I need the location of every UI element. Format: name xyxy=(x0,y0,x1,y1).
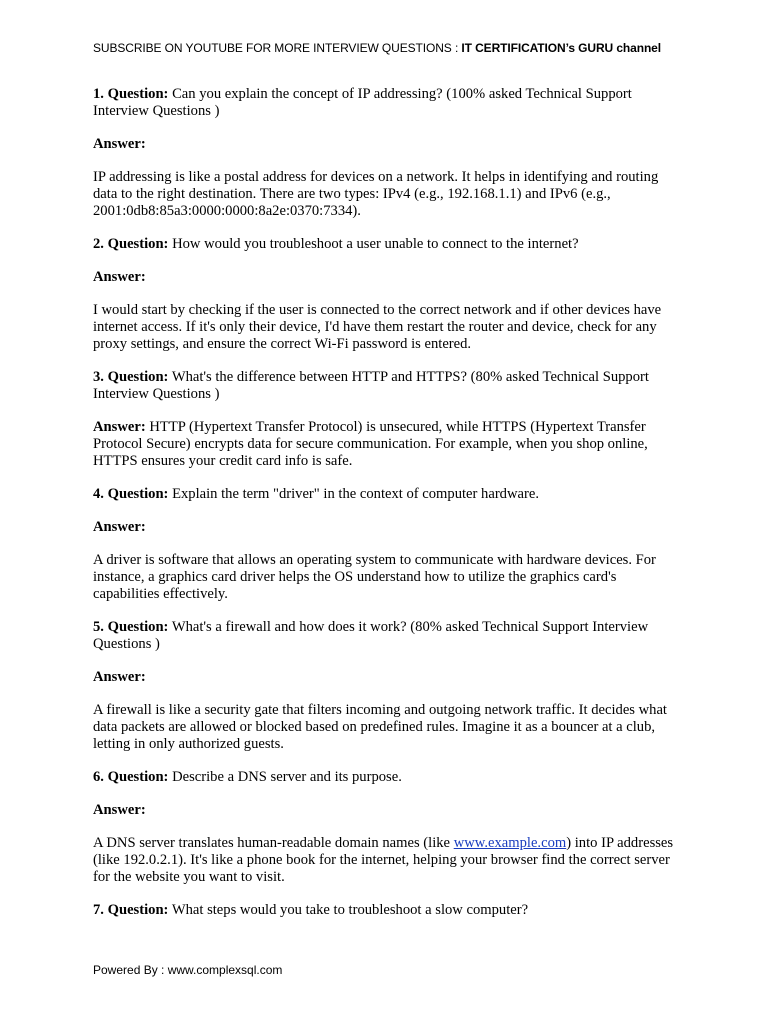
question-label: Question: xyxy=(107,619,169,635)
question-number: 1. xyxy=(93,86,104,102)
answer-6-heading xyxy=(93,802,683,819)
question-6 xyxy=(93,769,683,786)
page-footer: Powered By : www.complexsql.com xyxy=(93,963,283,977)
question-number: 6. xyxy=(93,769,104,785)
question-label: Question: xyxy=(107,86,169,102)
answer-2-heading xyxy=(93,269,683,286)
question-text: Describe a DNS server and its purpose. xyxy=(172,769,402,785)
question-number: 3. xyxy=(93,369,104,385)
answer-text-after-link: ) into IP addresses (like 192.0.2.1). It's like a phone book for the internet, helping your browser find the correct server for the website you want to visit. xyxy=(93,835,674,885)
question-number: 4. xyxy=(93,486,104,502)
question-3 xyxy=(93,369,683,403)
answer-label: Answer: xyxy=(93,669,146,685)
question-label: Question: xyxy=(107,902,169,918)
answer-label: Answer: xyxy=(93,269,146,285)
answer-text: HTTP (Hypertext Transfer Protocol) is unsecured, while HTTPS (Hypertext Transfer Protocol Secure) encrypts data for secure communication. For example, when you shop online, HTTPS ensures your credit card info is safe. xyxy=(93,419,648,469)
answer-5-text: A firewall is like a security gate that filters incoming and outgoing network traffic. It decides what data packets are allowed or blocked based on predefined rules. Imagine it as a bouncer at a club, letting in only authorized guests. xyxy=(93,702,667,752)
qa-content xyxy=(93,86,683,935)
answer-2-text: I would start by checking if the user is connected to the correct network and if other devices have internet access. If it's only their device, I'd have them restart the router and device, check for any proxy settings, and ensure the correct Wi-Fi password is entered. xyxy=(93,302,662,352)
answer-label: Answer: xyxy=(93,136,146,152)
answer-6-text xyxy=(93,835,683,886)
answer-label: Answer: xyxy=(93,519,146,535)
header-channel-name: IT CERTIFICATION’s GURU channel xyxy=(461,41,661,55)
example-domain-link[interactable]: www.example.com xyxy=(453,835,567,851)
question-text: What steps would you take to troubleshoot a slow computer? xyxy=(171,902,529,918)
question-number: 5. xyxy=(93,619,104,635)
question-5 xyxy=(93,619,683,653)
answer-label: Answer: xyxy=(93,419,146,435)
question-text: What's a firewall and how does it work? (80% asked Technical Support Interview Questions ) xyxy=(93,619,649,652)
question-4 xyxy=(93,486,683,503)
question-label: Question: xyxy=(107,769,169,785)
answer-4-heading xyxy=(93,519,683,536)
question-2 xyxy=(93,236,683,253)
question-text: Can you explain the concept of IP addressing? (100% asked Technical Support Interview Questions ) xyxy=(93,86,632,119)
answer-3 xyxy=(93,419,683,470)
page-header xyxy=(93,41,733,55)
question-text: What's the difference between HTTP and HTTPS? (80% asked Technical Support Interview Questions ) xyxy=(93,369,649,402)
question-1 xyxy=(93,86,683,120)
answer-1-heading xyxy=(93,136,683,153)
answer-text-before-link: A DNS server translates human-readable domain names (like xyxy=(93,835,454,851)
question-label: Question: xyxy=(107,486,169,502)
answer-5-heading xyxy=(93,669,683,686)
question-label: Question: xyxy=(107,236,169,252)
answer-1-text: IP addressing is like a postal address for devices on a network. It helps in identifying and routing data to the right destination. There are two types: IPv4 (e.g., 192.168.1.1) and IPv6 (e.g., 2001:0db8:85a3:0000:0000:8a2e:0370:7334). xyxy=(93,169,659,219)
question-label: Question: xyxy=(107,369,169,385)
header-subscribe-text: SUBSCRIBE ON YOUTUBE FOR MORE INTERVIEW QUESTIONS : xyxy=(93,41,462,55)
question-text: How would you troubleshoot a user unable to connect to the internet? xyxy=(172,236,579,252)
question-number: 2. xyxy=(93,236,104,252)
question-number: 7. xyxy=(93,902,104,918)
question-text: Explain the term "driver" in the context of computer hardware. xyxy=(172,486,539,502)
answer-label: Answer: xyxy=(93,802,146,818)
answer-4-text: A driver is software that allows an operating system to communicate with hardware devices. For instance, a graphics card driver helps the OS understand how to utilize the graphics card's capabilities effectively. xyxy=(93,552,656,602)
question-7 xyxy=(93,902,683,919)
